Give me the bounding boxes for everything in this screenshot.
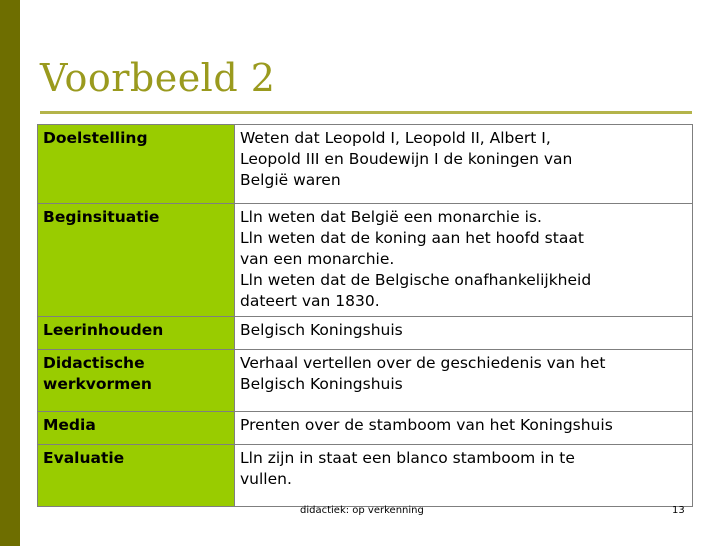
table-row (38, 412, 693, 445)
table-row (38, 204, 693, 317)
table-row (38, 317, 693, 350)
row-value-doelstelling: Weten dat Leopold I, Leopold II, Albert I, Leopold III en Boudewijn I de koningen van België waren (235, 125, 693, 204)
row-label-media: Media (38, 412, 235, 445)
title-divider (40, 111, 692, 114)
accent-bar (0, 0, 20, 546)
page-number: 13 (672, 505, 685, 516)
row-value-evaluatie: Lln zijn in staat een blanco stamboom in te vullen. (235, 445, 693, 507)
row-label-didactische-werkvormen: Didactische werkvormen (38, 350, 235, 412)
row-label-leerinhouden: Leerinhouden (38, 317, 235, 350)
row-value-media: Prenten over de stamboom van het Koningshuis (235, 412, 693, 445)
table-row (38, 350, 693, 412)
lesson-table (37, 124, 693, 507)
table-row (38, 445, 693, 507)
table-row (38, 125, 693, 204)
row-value-beginsituatie: Lln weten dat België een monarchie is. Lln weten dat de koning aan het hoofd staat van een monarchie. Lln weten dat de Belgische onafhankelijkheid dateert van 1830. (235, 204, 693, 317)
row-value-leerinhouden: Belgisch Koningshuis (235, 317, 693, 350)
row-value-didactische-werkvormen: Verhaal vertellen over de geschiedenis van het Belgisch Koningshuis (235, 350, 693, 412)
row-label-evaluatie: Evaluatie (38, 445, 235, 507)
slide-title: Voorbeeld 2 (40, 56, 276, 100)
footer-text: didactiek: op verkenning (300, 505, 424, 516)
row-label-beginsituatie: Beginsituatie (38, 204, 235, 317)
row-label-doelstelling: Doelstelling (38, 125, 235, 204)
